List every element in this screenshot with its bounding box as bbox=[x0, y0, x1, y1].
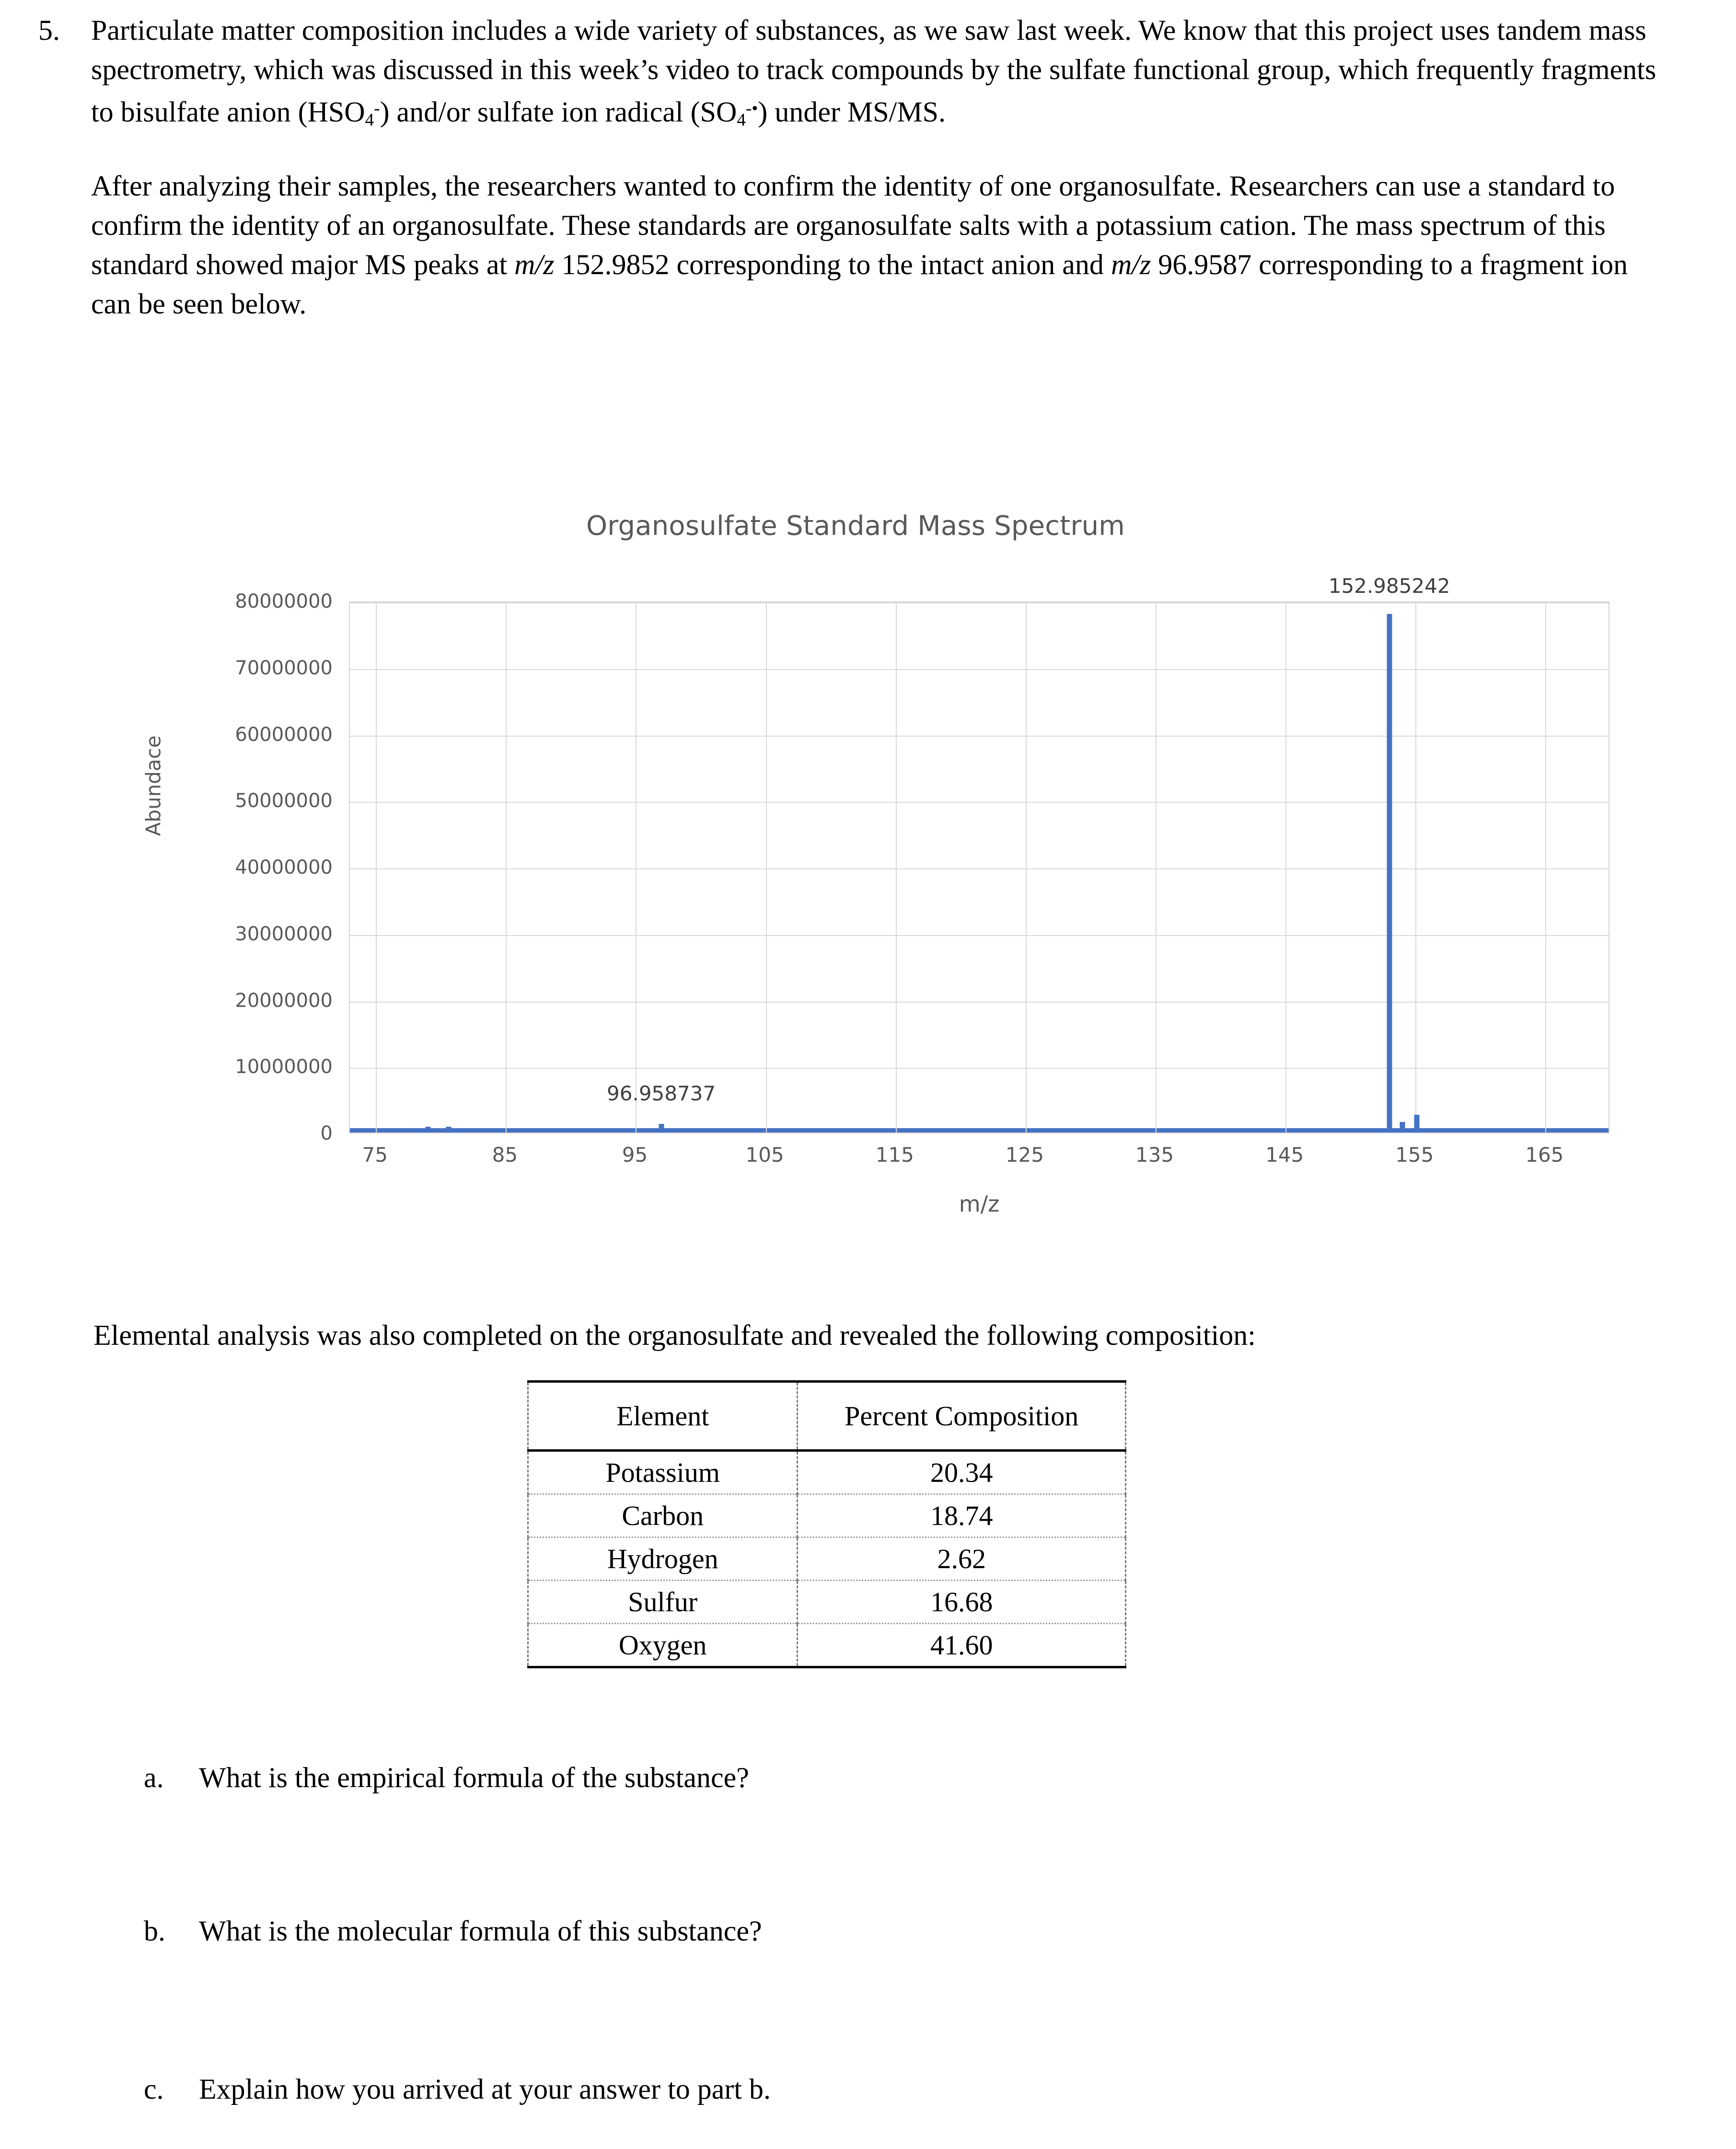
y-tick-label: 60000000 bbox=[235, 723, 333, 746]
x-tick-label: 145 bbox=[1265, 1143, 1304, 1167]
cell-percent: 18.74 bbox=[798, 1494, 1126, 1537]
x-tick-label: 165 bbox=[1525, 1143, 1564, 1167]
vertical-gridline bbox=[1285, 602, 1286, 1132]
x-tick-label: 115 bbox=[875, 1143, 914, 1167]
subquestion-c-text: Explain how you arrived at your answer to part b. bbox=[199, 2073, 771, 2105]
paragraph-2-text-a: After analyzing their samples, the researchers wanted to confirm the identity of one organosulfate. Researchers can use a standard to confirm the identity of an organosulfate. These standards are organosulfate salts with a potassium cation. The mass spectrum of this standard showed major MS peaks at bbox=[91, 170, 1615, 280]
cell-percent: 16.68 bbox=[798, 1581, 1126, 1624]
x-tick-label: 95 bbox=[622, 1143, 648, 1167]
y-tick-label: 50000000 bbox=[235, 790, 333, 812]
header-percent-composition: Percent Composition bbox=[798, 1382, 1126, 1451]
y-tick-label: 0 bbox=[320, 1122, 333, 1144]
hso4-subscript: 4 bbox=[365, 110, 374, 130]
spectrum-peak bbox=[446, 1127, 451, 1132]
cell-element: Potassium bbox=[528, 1451, 798, 1494]
chart-plot-region bbox=[96, 568, 1644, 1217]
horizontal-gridline bbox=[350, 1002, 1609, 1003]
header-element: Element bbox=[528, 1382, 798, 1451]
cell-percent: 41.60 bbox=[798, 1624, 1126, 1667]
vertical-gridline bbox=[506, 602, 507, 1132]
x-tick-label: 105 bbox=[745, 1143, 784, 1167]
table-row bbox=[528, 1624, 1126, 1667]
paragraph-2-text-c: 96.9587 corresponding to a fragment ion can be seen below. bbox=[91, 248, 1628, 320]
spectrum-peak bbox=[1387, 614, 1392, 1132]
plot-area bbox=[349, 574, 1609, 1133]
y-tick-label: 80000000 bbox=[235, 590, 333, 612]
baseline bbox=[350, 1128, 1609, 1132]
spectrum-peak bbox=[1400, 1122, 1405, 1132]
cell-element: Carbon bbox=[528, 1494, 798, 1537]
mz-italic-1: m/z bbox=[514, 248, 555, 280]
y-axis-ticks bbox=[168, 590, 340, 1144]
peak-data-label: 152.985242 bbox=[1328, 574, 1450, 598]
x-tick-label: 135 bbox=[1135, 1143, 1174, 1167]
horizontal-gridline bbox=[350, 602, 1609, 603]
x-axis-label: m/z bbox=[959, 1191, 1000, 1217]
subquestion-b bbox=[144, 1911, 1630, 1951]
composition-table bbox=[527, 1380, 1126, 1668]
horizontal-gridline bbox=[350, 669, 1609, 670]
mass-spectrum-chart bbox=[96, 506, 1644, 1277]
subquestion-b-text: What is the molecular formula of this substance? bbox=[199, 1915, 762, 1947]
table-row bbox=[528, 1581, 1126, 1624]
vertical-gridline bbox=[1156, 602, 1157, 1132]
horizontal-gridline bbox=[350, 736, 1609, 737]
x-tick-label: 85 bbox=[492, 1143, 518, 1167]
mz-italic-2: m/z bbox=[1111, 248, 1151, 280]
subquestion-c bbox=[144, 2069, 1630, 2109]
question-block bbox=[34, 11, 1697, 324]
table-header-row bbox=[528, 1382, 1126, 1451]
table-row bbox=[528, 1537, 1126, 1581]
question-paragraph-1 bbox=[91, 11, 1668, 140]
question-body bbox=[91, 11, 1668, 324]
hso4-charge: - bbox=[374, 99, 380, 118]
chart-title: Organosulfate Standard Mass Spectrum bbox=[586, 510, 1125, 542]
spectrum-peak bbox=[659, 1124, 664, 1132]
x-tick-label: 75 bbox=[362, 1143, 388, 1167]
vertical-gridline bbox=[766, 602, 767, 1132]
x-tick-label: 125 bbox=[1005, 1143, 1044, 1167]
subquestion-c-letter: c. bbox=[144, 2073, 164, 2105]
horizontal-gridline bbox=[350, 868, 1609, 869]
so4-charge: -• bbox=[745, 99, 758, 118]
spectrum-peak bbox=[1414, 1115, 1420, 1132]
cell-percent: 2.62 bbox=[798, 1537, 1126, 1581]
x-tick-label: 155 bbox=[1395, 1143, 1434, 1167]
y-tick-label: 20000000 bbox=[235, 989, 333, 1012]
cell-element: Hydrogen bbox=[528, 1537, 798, 1581]
y-tick-label: 70000000 bbox=[235, 657, 333, 679]
cell-element: Oxygen bbox=[528, 1624, 798, 1667]
y-tick-label: 10000000 bbox=[235, 1056, 333, 1078]
horizontal-gridline bbox=[350, 935, 1609, 936]
subquestion-a bbox=[144, 1758, 1630, 1797]
cell-percent: 20.34 bbox=[798, 1451, 1126, 1494]
table-row bbox=[528, 1451, 1126, 1494]
y-tick-label: 30000000 bbox=[235, 923, 333, 945]
paragraph-1-text-c: ) under MS/MS. bbox=[758, 96, 946, 128]
subquestion-a-letter: a. bbox=[144, 1762, 164, 1793]
vertical-gridline bbox=[1026, 602, 1027, 1132]
question-number: 5. bbox=[38, 14, 60, 46]
vertical-gridline bbox=[1545, 602, 1546, 1132]
y-tick-label: 40000000 bbox=[235, 856, 333, 878]
spectrum-peak bbox=[425, 1127, 430, 1132]
elemental-analysis-intro: Elemental analysis was also completed on the organosulfate and revealed the following composition: bbox=[93, 1319, 1256, 1351]
peak-data-label: 96.958737 bbox=[607, 1081, 716, 1105]
vertical-gridline bbox=[636, 602, 637, 1132]
vertical-gridline bbox=[376, 602, 377, 1132]
question-row bbox=[34, 11, 1697, 324]
subquestion-b-letter: b. bbox=[144, 1915, 165, 1947]
paragraph-1-text-b: ) and/or sulfate ion radical (SO bbox=[380, 96, 737, 128]
paragraph-2-text-b: 152.9852 corresponding to the intact anion and bbox=[554, 248, 1111, 280]
question-paragraph-2 bbox=[91, 166, 1668, 324]
horizontal-gridline bbox=[350, 802, 1609, 803]
x-axis-ticks bbox=[349, 1143, 1609, 1177]
horizontal-gridline bbox=[350, 1068, 1609, 1069]
vertical-gridline bbox=[1415, 602, 1416, 1132]
table-row bbox=[528, 1494, 1126, 1537]
so4-subscript: 4 bbox=[737, 110, 746, 130]
vertical-gridline bbox=[896, 602, 897, 1132]
subquestion-a-text: What is the empirical formula of the substance? bbox=[199, 1762, 749, 1793]
paragraph-1-text-a: Particulate matter composition includes a wide variety of substances, as we saw last week. We know that this project uses tandem mass spectrometry, which was discussed in this week’s video to track compounds by the sulfate functional group, which frequently fragments to bisulfate anion (HSO bbox=[91, 14, 1656, 128]
cell-element: Sulfur bbox=[528, 1581, 798, 1624]
y-axis-label: Abundace bbox=[141, 735, 165, 836]
